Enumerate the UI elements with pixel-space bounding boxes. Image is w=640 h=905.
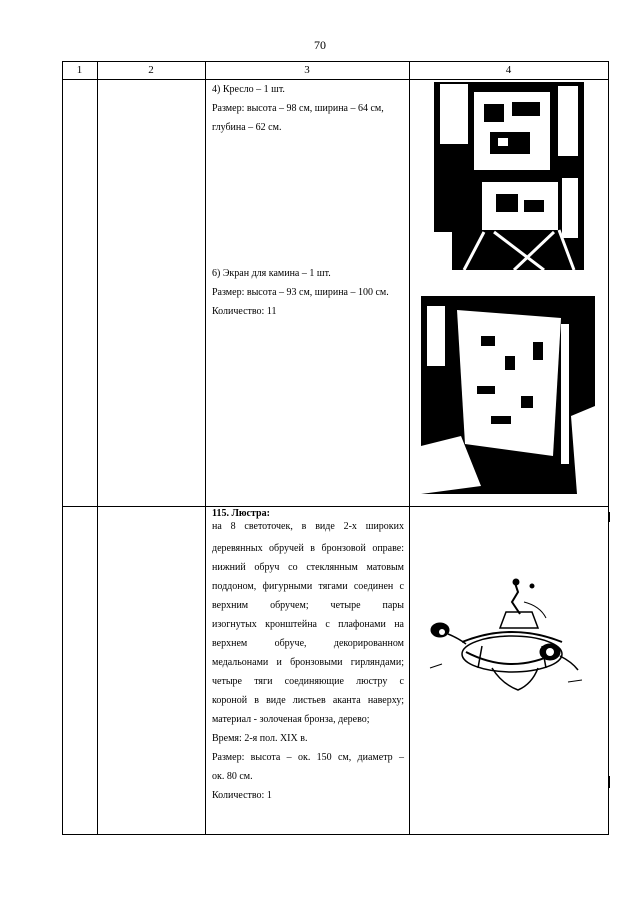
chandelier-line-6: изогнутых кронштейна с плафонами на xyxy=(212,619,404,630)
header-col-4: 4 xyxy=(505,64,512,76)
chandelier-size-line-1: Размер: высота – ок. 150 см, диаметр – xyxy=(212,752,404,763)
row1-description-screen xyxy=(212,264,404,321)
chandelier-line-11: материал - золоченая бронза, дерево; xyxy=(212,714,370,725)
armchair-size-line-2: глубина – 62 см. xyxy=(212,122,282,133)
armchair-photo xyxy=(434,82,584,270)
chandelier-line-8: медальонами и бронзовыми гирляндами; xyxy=(212,657,404,668)
chandelier-photo xyxy=(422,572,590,702)
chandelier-time: Время: 2-я пол. XIX в. xyxy=(212,733,308,744)
scan-artifact-mark xyxy=(609,512,610,522)
chandelier-line-1: на 8 светоточек, в виде 2-х широких xyxy=(212,521,404,532)
table-border-left xyxy=(62,61,63,835)
chandelier-size-line-2: ок. 80 см. xyxy=(212,771,253,782)
col-divider-1 xyxy=(97,61,98,835)
chandelier-line-9: четыре тяги соединяющие люстру с xyxy=(212,676,404,687)
row1-quantity: Количество: 11 xyxy=(212,306,277,317)
chandelier-line-2: деревянных обручей в бронзовой оправе: xyxy=(212,543,404,554)
table-border-right xyxy=(608,61,609,835)
chandelier-line-7: верхнем обруче, декорированном xyxy=(212,638,404,649)
row2-description xyxy=(212,508,404,805)
armchair-size-line-1: Размер: высота – 98 см, ширина – 64 см, xyxy=(212,103,384,114)
col-divider-2 xyxy=(205,61,206,835)
col-divider-3 xyxy=(409,61,410,835)
chandelier-quantity: Количество: 1 xyxy=(212,790,272,801)
screen-title: 6) Экран для камина – 1 шт. xyxy=(212,268,331,279)
row1-description xyxy=(212,80,404,137)
fireplace-screen-photo xyxy=(421,296,595,494)
chandelier-line-5: верхним обручем; четыре пары xyxy=(212,600,404,611)
chandelier-line-4: поддоном, фигурными тягами соединен с xyxy=(212,581,404,592)
table-border-bottom xyxy=(62,834,609,835)
header-col-2: 2 xyxy=(148,64,154,76)
armchair-title: 4) Кресло – 1 шт. xyxy=(212,84,285,95)
page-number: 70 xyxy=(314,38,326,52)
chandelier-heading: 115. Люстра: xyxy=(212,508,270,519)
header-col-3: 3 xyxy=(304,64,310,76)
row-divider xyxy=(62,506,609,507)
chandelier-line-10: короной в виде листьев аканта наверху; xyxy=(212,695,404,706)
chandelier-line-3: нижний обруч со стеклянным матовым xyxy=(212,562,404,573)
scan-artifact-mark-2 xyxy=(609,776,610,788)
screen-size: Размер: высота – 93 см, ширина – 100 см. xyxy=(212,287,389,298)
header-col-1: 1 xyxy=(76,64,83,76)
